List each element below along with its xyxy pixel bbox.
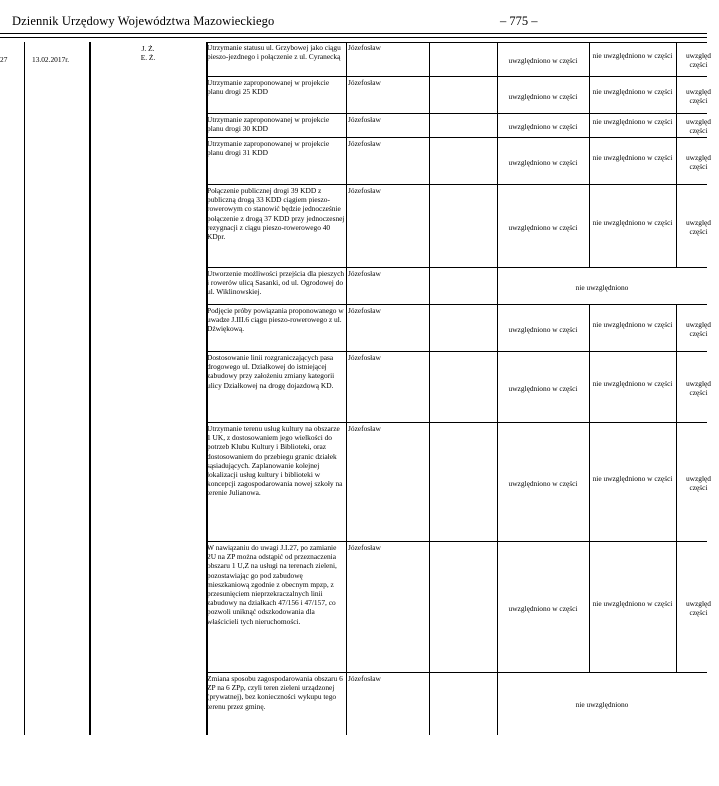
submission-date: 13.02.2017r. — [32, 55, 70, 64]
resolution-council: nie uwzględniono w części — [592, 378, 673, 388]
row-number: 27 — [0, 55, 8, 64]
remark-description: Podjęcie próby powiązania proponowanego w uwadze J.III.6 ciągu pieszo-rowerowego z ul. Dźwiękową. — [207, 306, 344, 334]
resolution-notes: uwzględ części — [685, 86, 712, 105]
resolution-mayor: uwzględniono w części — [508, 55, 578, 65]
row-divider — [206, 76, 707, 77]
remark-description: Utrzymanie zaproponowanej w projekcie planu drogi 30 KDD — [207, 115, 330, 134]
header-rule — [0, 33, 707, 34]
remark-location: Józefosław — [348, 424, 381, 433]
page-header — [0, 0, 707, 42]
remark-description: Zmiana sposobu zagospodarowania obszaru 6 ZP na 6 ZPp, czyli teren zieleni urządzonej (prywatnej), bez konieczności wykupu tego terenu przez gminę. — [207, 674, 343, 711]
remark-location: Józefosław — [348, 43, 381, 52]
resolution-council: nie uwzględniono w części — [592, 473, 673, 483]
col-divider — [589, 352, 590, 423]
row-divider — [206, 267, 707, 268]
remark-location: Józefosław — [348, 186, 381, 195]
resolution-notes: uwzględ części — [685, 319, 712, 338]
resolution-council: nie uwzględniono w części — [592, 217, 673, 227]
col-divider — [676, 114, 677, 138]
remark-description: Połączenie publicznej drogi 39 KDD z publiczną drogą 33 KDD ciągiem pieszo-rowerowym co stanowić będzie jednocześnie połączenie z drogą 37 KDD przy jednoczesnej rezygnacji z ciągu pieszo-rowerowego 40 KDpr. — [207, 186, 345, 242]
resolution-merged: nie uwzględniono — [575, 282, 629, 292]
col-divider — [676, 305, 677, 352]
remark-description: Utrzymanie statusu ul. Grzybowej jako ciągu pieszo-jezdnego i połączenie z ul. Cyranecką — [207, 43, 341, 62]
resolution-notes: uwzględ części — [685, 117, 712, 136]
col-divider — [429, 42, 430, 735]
resolution-mayor: uwzględniono w części — [508, 157, 578, 167]
remark-location: Józefosław — [348, 115, 381, 124]
row-divider — [206, 304, 707, 305]
col-divider — [589, 423, 590, 542]
remark-location: Józefosław — [348, 306, 381, 315]
resolution-mayor: uwzględniono w części — [508, 324, 578, 334]
resolution-notes: uwzględ części — [685, 378, 712, 397]
remark-description: Utrzymanie zaproponowanej w projekcie planu drogi 31 KDD — [207, 139, 330, 158]
col-divider — [589, 138, 590, 185]
remark-location: Józefosław — [348, 543, 381, 552]
resolution-mayor: uwzględniono w części — [508, 478, 578, 488]
col-divider — [589, 305, 590, 352]
row-divider — [206, 541, 707, 542]
remark-location: Józefosław — [348, 353, 381, 362]
row-divider — [206, 113, 707, 114]
resolution-notes: uwzględ części — [685, 217, 712, 236]
header-rule-thin — [0, 37, 707, 38]
resolution-merged: nie uwzględniono — [575, 700, 629, 709]
resolution-council: nie uwzględniono w części — [592, 50, 673, 60]
col-divider — [589, 185, 590, 268]
col-divider — [589, 542, 590, 673]
col-divider — [346, 42, 347, 735]
row-divider — [206, 422, 707, 423]
col-divider — [676, 542, 677, 673]
resolution-mayor: uwzględniono w części — [508, 122, 578, 131]
resolution-notes: uwzględ części — [685, 598, 712, 617]
remark-description: Utrzymanie zaproponowanej w projekcie planu drogi 25 KDD — [207, 78, 330, 97]
resolution-mayor: uwzględniono w części — [508, 603, 578, 613]
col-divider — [589, 114, 590, 138]
row-divider — [206, 184, 707, 185]
journal-title: Dziennik Urzędowy Województwa Mazowieckiego — [12, 14, 275, 28]
col-divider — [676, 423, 677, 542]
remark-description: W nawiązaniu do uwagi J.I.27, po zamianie 2U na ZP można odstąpić od przeznaczenia obszaru 1 U,Z na usługi na terenach zieleni, pozostawiając go pod zabudowę mieszkaniową zgodnie z obecnym mpzp, z przesunięciem nieprzekraczalnych linii zabudowy na działkach 47/156 i 47/157, co pozwoli uniknąć odszkodowania dla właścicieli tych nieruchomości. — [207, 543, 337, 626]
page-number: – 775 – — [500, 14, 538, 28]
resolution-council: nie uwzględniono w części — [592, 319, 673, 329]
resolution-council: nie uwzględniono w części — [592, 117, 673, 126]
resolution-notes: uwzględ części — [685, 473, 712, 492]
resolution-mayor: uwzględniono w części — [508, 91, 578, 101]
row-divider — [206, 672, 707, 673]
remark-description: Utworzenie możliwości przejścia dla pieszych i rowerów ulicą Sasanki, od ul. Ogrodowej do ul. Wiklinowskiej. — [207, 269, 345, 297]
row-divider — [206, 351, 707, 352]
col-divider — [676, 77, 677, 114]
col-divider — [676, 138, 677, 185]
resolution-notes: uwzględ części — [685, 152, 712, 171]
resolution-council: nie uwzględniono w części — [592, 598, 673, 608]
col-divider — [24, 42, 25, 735]
resolution-notes: uwzględ części — [685, 50, 712, 69]
col-divider — [676, 352, 677, 423]
col-divider — [589, 77, 590, 114]
remark-description: Dostosowanie linii rozgraniczających pasa drogowego ul. Działkowej do istniejącej zabudowy przy założeniu zmiany kategorii ulicy Działkowej na drogę dojazdową KD. — [207, 353, 335, 390]
submitter-initials: J. Ż. E. Ż. — [140, 44, 156, 63]
resolution-mayor: uwzględniono w części — [508, 383, 578, 393]
col-divider — [676, 185, 677, 268]
resolution-council: nie uwzględniono w części — [592, 152, 673, 162]
remark-location: Józefosław — [348, 674, 381, 683]
resolution-mayor: uwzględniono w części — [508, 222, 578, 232]
resolution-council: nie uwzględniono w części — [592, 86, 673, 96]
col-divider — [676, 42, 677, 77]
remark-location: Józefosław — [348, 139, 381, 148]
remark-location: Józefosław — [348, 269, 381, 278]
remark-description: Utrzymanie terenu usług kultury na obszarze 1 UK, z dostosowaniem jego wielkości do potrzeb Klubu Kultury i Biblioteki, oraz dostosowaniem do przebiegu granic działek sąsiadujących. Zaplanowanie kolejnej lokalizacji usług kultury i biblioteki w koncepcji zagospodarowania nowej szkoły na terenie Julianowa. — [207, 424, 343, 498]
col-divider — [589, 42, 590, 77]
row-divider — [206, 137, 707, 138]
remark-location: Józefosław — [348, 78, 381, 87]
col-divider — [89, 42, 91, 735]
